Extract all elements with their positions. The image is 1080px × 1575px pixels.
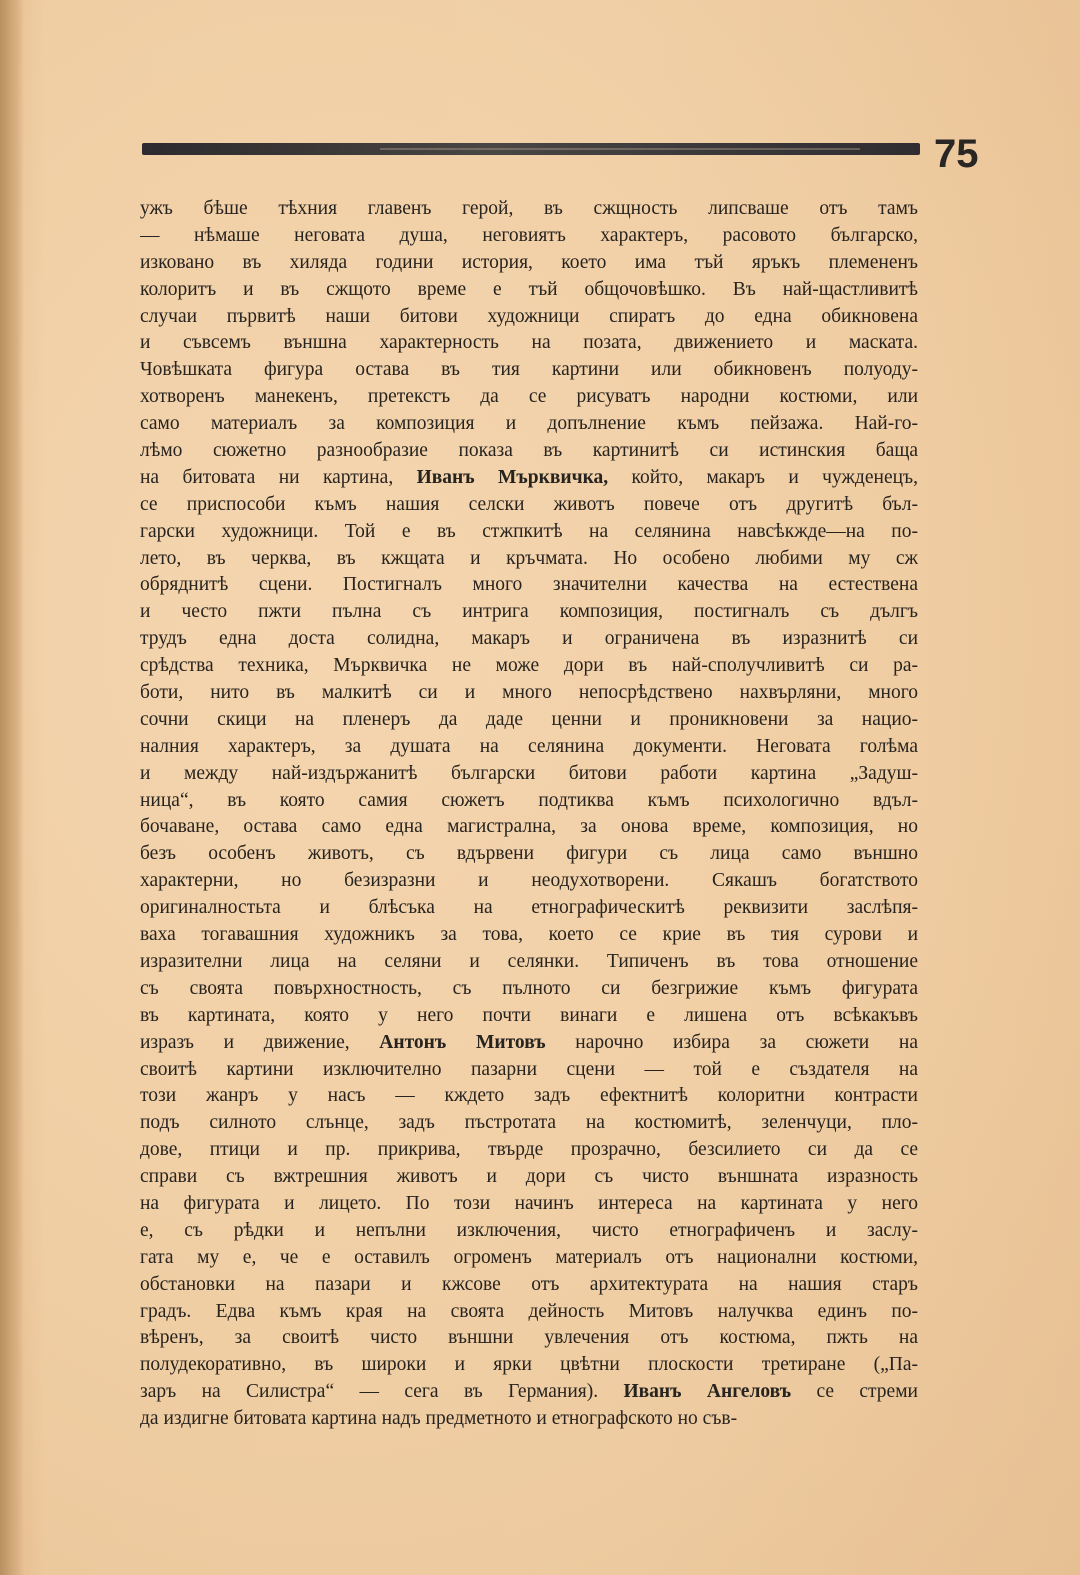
text-run: на фигурата и лицето. По този начинъ интереса на картината у него <box>140 1192 918 1214</box>
text-run: гата му е, че е оставилъ огроменъ материалъ отъ национални костюми, <box>140 1246 918 1268</box>
text-line <box>140 1406 918 1433</box>
text-line <box>140 1191 918 1218</box>
text-line <box>140 1164 918 1191</box>
text-run: се приспособи къмъ нашия селски животъ повече отъ другитѣ бъл- <box>140 493 918 515</box>
text-line <box>140 1352 918 1379</box>
text-run: градъ. Едва къмъ края на своята дейность Митовъ налучква единъ по- <box>140 1300 918 1322</box>
text-run: срѣдства техника, Мърквичка не може дори въ най-сполучливитѣ си ра- <box>140 655 918 677</box>
text-run: вѣренъ, за своитѣ чисто външни увлечения отъ костюма, пжть на <box>140 1327 918 1349</box>
text-line <box>140 761 918 788</box>
body-text <box>140 196 918 1433</box>
text-line <box>140 653 918 680</box>
text-run: хотворенъ манекенъ, претекстъ да се рисуватъ народни костюми, или <box>140 386 918 408</box>
text-run: налния характеръ, за душата на селянина документи. Неговата голѣма <box>140 735 918 757</box>
text-run: боти, нито въ малкитѣ си и много непосрѣдствено нахвърляни, много <box>140 682 918 704</box>
text-run: се стреми <box>791 1381 918 1403</box>
text-run: само материалъ за композиция и допълнение къмъ пейзажа. Най-го- <box>140 413 918 435</box>
text-run: случаи първитѣ наши битови художници спиратъ до една обикновена <box>140 305 918 327</box>
text-line <box>140 1325 918 1352</box>
text-line <box>140 357 918 384</box>
text-line <box>140 304 918 331</box>
text-run: — нѣмаше неговата душа, неговиятъ характеръ, расовото българско, <box>140 224 918 246</box>
text-run: трудъ една доста солидна, макаръ и ограничена въ изразнитѣ си <box>140 628 918 650</box>
text-line <box>140 895 918 922</box>
page-binding-edge <box>0 0 24 1575</box>
text-line <box>140 330 918 357</box>
text-line <box>140 196 918 223</box>
text-run: на битовата ни картина, <box>140 466 417 488</box>
text-run: ница“, въ която самия сюжетъ подтиква къмъ психологично вдъл- <box>140 789 918 811</box>
text-run: Човѣшката фигура остава въ тия картини или обикновенъ полуоду- <box>140 359 918 381</box>
text-run: справи съ вжтрешния животъ и дори съ чисто външната изразность <box>140 1166 918 1188</box>
text-run: полудекоративно, въ широки и ярки цвѣтни плоскости третиране („Па- <box>140 1354 918 1376</box>
text-line <box>140 734 918 761</box>
text-line <box>140 1245 918 1272</box>
text-run: и съвсемъ външна характерность на позата, движението и маската. <box>140 332 918 354</box>
text-run: гарски художници. Той е въ стжпкитѣ на селянина навсѣкжде—на по- <box>140 520 918 542</box>
text-run: ваха тогавашния художникъ за това, което се крие въ тия сурови и <box>140 924 918 946</box>
text-line <box>140 1218 918 1245</box>
text-line <box>140 814 918 841</box>
text-run: подъ силното слънце, задъ пъстротата на костюмитѣ, зеленчуци, пло- <box>140 1112 918 1134</box>
text-line <box>140 546 918 573</box>
text-run: колоритъ и въ сжщото време е тъй общочовѣшко. Въ най-щастливитѣ <box>140 278 918 300</box>
text-run: изразъ и движение, <box>140 1031 380 1053</box>
text-line <box>140 572 918 599</box>
text-line <box>140 1083 918 1110</box>
text-line <box>140 1003 918 1030</box>
text-line <box>140 384 918 411</box>
bold-name: Иванъ Мърквичка, <box>416 466 609 488</box>
text-run: и често пжти пълна съ интрига композиция, постигналъ съ дългъ <box>140 601 918 623</box>
text-line <box>140 922 918 949</box>
text-line <box>140 976 918 1003</box>
text-line <box>140 1299 918 1326</box>
text-run: е, съ рѣдки и непълни изключения, чисто етнографиченъ и заслу- <box>140 1219 918 1241</box>
text-run: нарочно избира за сюжети на <box>545 1031 918 1053</box>
text-line <box>140 707 918 734</box>
text-line <box>140 868 918 895</box>
text-run: сочни скици на пленеръ да даде ценни и проникновени за нацио- <box>140 708 918 730</box>
text-line <box>140 949 918 976</box>
text-run: характерни, но безизразни и неодухотворени. Сякашъ богатството <box>140 870 918 892</box>
page-number: 75 <box>934 132 979 176</box>
text-run: ужъ бѣше тѣхния главенъ герой, въ сжщность липсваше отъ тамъ <box>140 198 918 219</box>
text-line <box>140 1110 918 1137</box>
text-line <box>140 438 918 465</box>
text-line <box>140 1272 918 1299</box>
text-line <box>140 1030 918 1057</box>
text-line <box>140 788 918 815</box>
text-run: оригиналностьта и блѣсъка на етнографическитѣ реквизити заслѣпя- <box>140 897 918 919</box>
text-run: този жанръ у насъ — кждето задъ ефектнитѣ колоритни контрасти <box>140 1085 918 1107</box>
text-run: обряднитѣ сцени. Постигналъ много значителни качества на естествена <box>140 574 918 596</box>
text-run: бочаване, остава само една магистрална, за онова време, композиция, но <box>140 816 918 838</box>
text-line <box>140 1057 918 1084</box>
text-run: да издигне битовата картина надъ предметното и етнографското но съв- <box>140 1408 738 1430</box>
text-line <box>140 250 918 277</box>
text-run: и между най-издържанитѣ български битови работи картина „Задуш- <box>140 762 918 784</box>
text-run: въ картината, която у него почти винаги е лишена отъ всѣкакъвъ <box>140 1004 918 1026</box>
text-run: който, макаръ и чужденецъ, <box>608 466 918 488</box>
text-line <box>140 411 918 438</box>
text-run: безъ особенъ животъ, съ вдървени фигури съ лица само външно <box>140 843 918 865</box>
text-run: лето, въ черква, въ кжщата и кръчмата. Но особено любими му сж <box>140 547 918 569</box>
text-line <box>140 492 918 519</box>
text-run: съ своята повърхностность, съ пълното си безгрижие къмъ фигурата <box>140 977 918 999</box>
text-run: обстановки на пазари и кжсове отъ архитектурата на нашия старъ <box>140 1273 918 1295</box>
text-run: заръ на Силистра“ — сега въ Германия). <box>140 1381 624 1403</box>
text-run: изковано въ хиляда години история, което има тъй яръкъ племененъ <box>140 251 918 273</box>
text-line <box>140 277 918 304</box>
text-line <box>140 519 918 546</box>
text-run: лѣмо сюжетно разнообразие показа въ картинитѣ си истинския баща <box>140 440 918 462</box>
header-rule-highlight <box>380 148 860 150</box>
text-run: своитѣ картини изключително пазарни сцени — той е създателя на <box>140 1058 918 1080</box>
text-line <box>140 680 918 707</box>
text-line <box>140 465 918 492</box>
text-run: изразителни лица на селяни и селянки. Типиченъ въ това отношение <box>140 950 918 972</box>
text-line <box>140 599 918 626</box>
text-line <box>140 626 918 653</box>
text-run: дове, птици и пр. прикрива, твърде прозрачно, безсилието си да се <box>140 1139 918 1161</box>
text-line <box>140 1137 918 1164</box>
text-line <box>140 841 918 868</box>
text-line <box>140 223 918 250</box>
bold-name: Иванъ Ангеловъ <box>623 1381 792 1403</box>
bold-name: Антонъ Митовъ <box>379 1031 546 1053</box>
text-line <box>140 1379 918 1406</box>
